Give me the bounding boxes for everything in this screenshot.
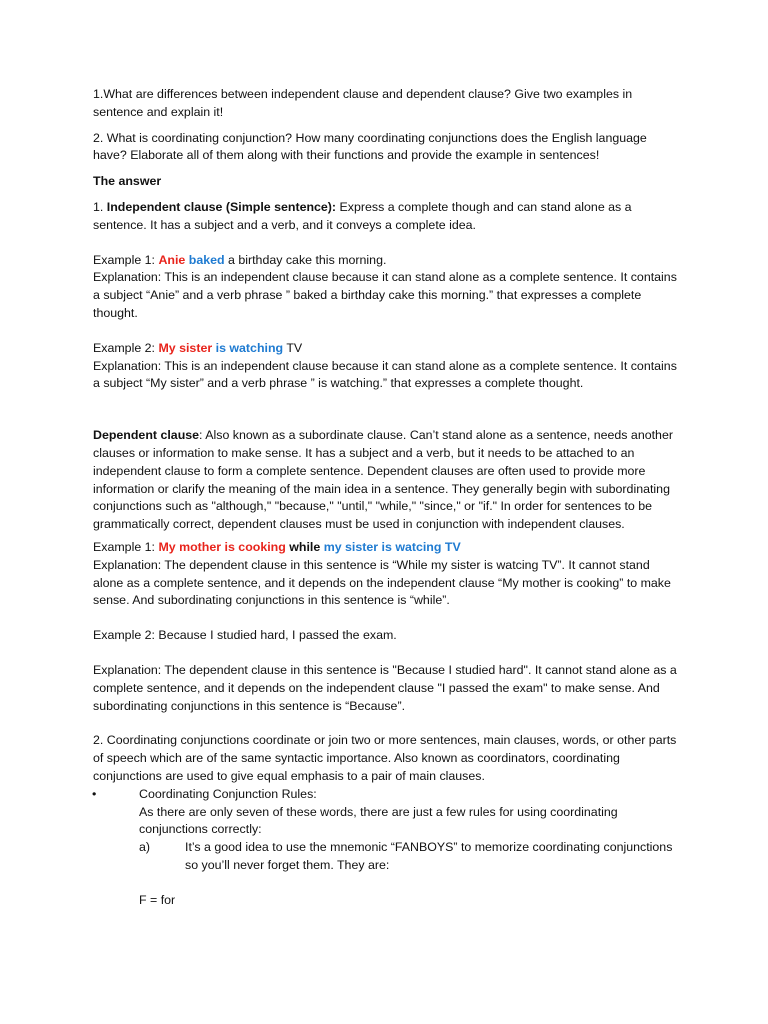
independent-term: Independent clause (Simple sentence): (106, 199, 337, 214)
rules-bullet (93, 786, 683, 910)
independent-example-2 (93, 340, 683, 358)
example-subject: Anie (158, 252, 186, 267)
question-2: 2. What is coordinating conjunction? How many coordinating conjunctions does the English language have? Elaborate all of them along with their functions and provide the example in sentences! (93, 130, 647, 163)
independent-clause-definition (93, 199, 683, 235)
independent-example-1-explanation: Explanation: This is an independent clause because it can stand alone as a complete sentence. It contains a subject “Anie” and a verb phrase ” baked a birthday cake this morning.” that expresses a complete thought. (93, 270, 677, 320)
example-main-clause: My mother is cooking (158, 539, 286, 554)
rules-title: Coordinating Conjunction Rules: (139, 786, 317, 801)
example-rest: TV (283, 340, 303, 355)
example-conjunction: while (285, 539, 324, 554)
example-rest: a birthday cake this morning. (224, 252, 387, 267)
independent-prefix: 1. (93, 199, 107, 214)
example-label: Example 1: (93, 252, 159, 267)
rules-body (139, 786, 683, 910)
example-sub-clause: my sister is watcing TV (323, 539, 461, 554)
example-verb: is watching (215, 340, 284, 355)
item-a-text: It’s a good idea to use the mnemonic “FANBOYS” to memorize coordinating conjunctions so you’ll never forget them. They are: (185, 840, 673, 872)
document-page (93, 86, 683, 909)
bullet-mark: • (92, 786, 97, 801)
fanboys-f-line: F = for (139, 892, 176, 907)
example-label: Example 1: (93, 539, 159, 554)
dependent-example-1-explanation: Explanation: The dependent clause in this sentence is “While my sister is watcing TV”. It cannot stand alone as a complete sentence, and it depends on the independent clause “My mother is cooking” to make sense. And subordinating conjunctions in this sentence is “while”. (93, 557, 671, 608)
example-verb: baked (188, 252, 225, 267)
dependent-term: Dependent clause (93, 428, 200, 443)
dependent-example-2: Example 2: Because I studied hard, I passed the exam. (93, 628, 397, 643)
dependent-example-2-explanation: Explanation: The dependent clause in this sentence is "Because I studied hard". It cannot stand alone as a complete sentence, and it depends on the independent clause "I passed the exam" to make sense. And subordinating conjunctions in this sentence is “Because”. (93, 662, 677, 713)
independent-example-1 (93, 252, 683, 270)
dependent-example-1 (93, 539, 683, 557)
example-label: Example 2: (93, 340, 159, 355)
independent-example-2-explanation: Explanation: This is an independent clause because it can stand alone as a complete sentence. It contains a subject “My sister” and a verb phrase ” is watching.” that expresses a complete thought. (93, 358, 677, 391)
item-a-mark: a) (139, 840, 151, 855)
dependent-clause-definition (93, 427, 683, 534)
independent-definition-text: Express a complete though and can stand alone as a sentence. It has a subject and a verb, and it conveys a complete idea. (93, 199, 632, 232)
rule-item-a (139, 839, 683, 875)
dependent-definition-text: : Also known as a subordinate clause. Can’t stand alone as a sentence, needs another clauses or information to make sense. It has a subject and a verb, but it needs to be attached to an independent clause to form a complete sentence. Dependent clauses are often used to provide more information or clarify the meaning of the main idea in a sentence. They generally begin with subordinating conjunctions such as "although," "because," "until," "while," "since," or "if." In order for sentences to be grammatically correct, dependent clauses must be used in conjunction with independent clauses. (93, 428, 673, 532)
rules-text: As there are only seven of these words, there are just a few rules for using coordinating conjunctions correctly: (139, 804, 618, 837)
answer-heading: The answer (93, 174, 162, 189)
question-1: 1.What are differences between independent clause and dependent clause? Give two examples in sentence and explain it! (93, 87, 633, 119)
example-subject: My sister (158, 340, 213, 355)
coordinating-intro: 2. Coordinating conjunctions coordinate or join two or more sentences, main clauses, words, or other parts of speech which are of the same syntactic importance. Also known as coordinators, coordinating conjunctions are used to give equal emphasis to a pair of main clauses. (93, 733, 677, 783)
